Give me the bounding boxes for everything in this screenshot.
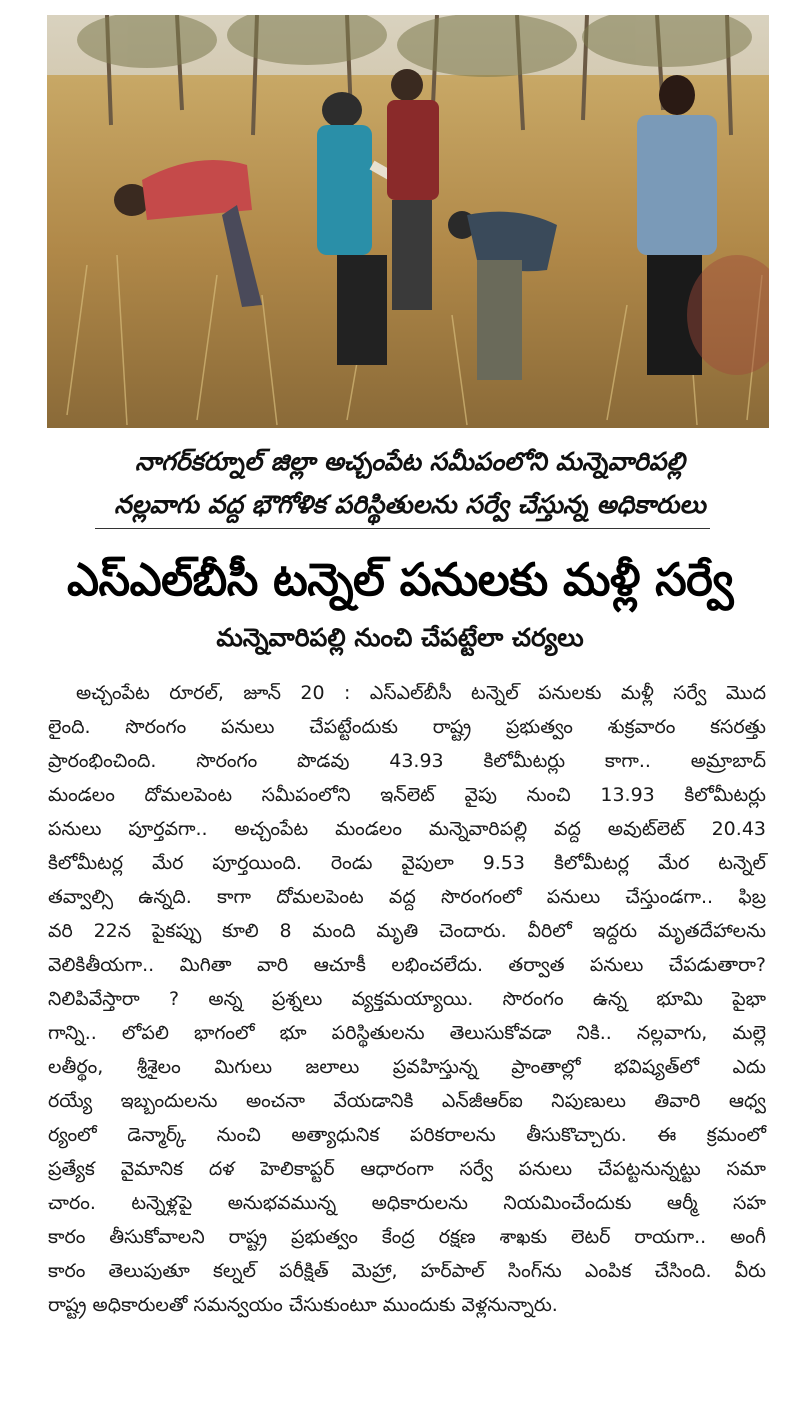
- subheadline: మన్నెవారిపల్లి నుంచి చేపట్టేలా చర్యలు: [216, 623, 584, 652]
- body-line: గాన్ని.. లోపలి భాగంలో భూ పరిస్థితులను తెలుసుకోవడా నికి.. నల్లవాగు, మల్లె: [48, 1022, 766, 1044]
- body-line: కారం తెలుపుతూ కల్నల్ పరీక్షిత్ మెహ్రా, హర్‌పాల్ సింగ్‌ను ఎంపిక చేసింది. వీరు: [48, 1260, 766, 1282]
- body-line: కిలోమీటర్ల మేర పూర్తయింది. రెండు వైపులా 9.53 కిలోమీటర్ల మేర టన్నెల్: [48, 852, 766, 874]
- body-line: చారం. టన్నెళ్లపై అనుభవమున్న అధికారులను నియమించేందుకు ఆర్మీ సహ: [48, 1192, 766, 1214]
- body-line: రాష్ట్ర అధికారులతో సమన్వయం చేసుకుంటూ ముందుకు వెళ్లనున్నారు.: [48, 1294, 558, 1316]
- article-body: [48, 676, 766, 1322]
- body-line: నిలిపివేస్తారా ? అన్న ప్రశ్నలు వ్యక్తమయ్యాయి. సొరంగం ఉన్న భూమి పైభా: [48, 988, 766, 1010]
- body-line: మండలం దోమలపెంట సమీపంలోని ఇన్‌లెట్ వైపు నుంచి 13.93 కిలోమీటర్లు: [48, 784, 766, 806]
- body-line: రయ్యే ఇబ్బందులను అంచనా వేయడానికి ఎన్‌జీఆర్ఐ నిపుణులు తివారి ఆధ్వ: [48, 1090, 766, 1112]
- body-line: తవ్వాల్సి ఉన్నది. కాగా దోమలపెంట వద్ద సొరంగంలో పనులు చేస్తుండగా.. ఫిబ్ర: [48, 886, 766, 908]
- body-line: ర్యంలో డెన్మార్క్ నుంచి అత్యాధునిక పరికరాలను తీసుకొచ్చారు. ఈ క్రమంలో: [48, 1124, 766, 1146]
- caption-line-1: నాగర్‌కర్నూల్ జిల్లా అచ్చంపేట సమీపంలోని మన్నెవారిపల్లి: [135, 447, 685, 476]
- body-line: ప్రత్యేక వైమానిక దళ హెలికాప్టర్ ఆధారంగా సర్వే పనులు చేపట్టనున్నట్టు సమా: [48, 1158, 766, 1180]
- body-line: వెలికితీయగా.. మిగితా వారి ఆచూకీ లభించలేదు. తర్వాత పనులు చేపడుతారా?: [48, 954, 766, 976]
- caption-line-2: నల్లవాగు వద్ద భౌగోళిక పరిస్థితులను సర్వే చేస్తున్న అధికారులు: [114, 490, 706, 519]
- photo-image: [47, 15, 769, 428]
- caption-divider: [95, 528, 710, 529]
- body-line: కారం తీసుకోవాలని రాష్ట్ర ప్రభుత్వం కేంద్ర రక్షణ శాఖకు లెటర్ రాయగా.. అంగీ: [48, 1226, 766, 1248]
- body-line: లతీర్థం, శ్రీశైలం మిగులు జలాలు ప్రవహిస్తున్న ప్రాంతాల్లో భవిష్యత్‌లో ఎదు: [48, 1056, 766, 1078]
- body-line: పనులు పూర్తవగా.. అచ్చంపేట మండలం మన్నెవారిపల్లి వద్ద అవుట్‌లెట్ 20.43: [48, 818, 766, 840]
- photo-caption: [60, 440, 760, 526]
- news-photo: [47, 15, 769, 428]
- headline: ఎస్ఎల్‌బీసీ టన్నెల్ పనులకు మళ్లీ సర్వే: [67, 553, 733, 606]
- body-line: లైంది. సొరంగం పనులు చేపట్టేందుకు రాష్ట్ర ప్రభుత్వం శుక్రవారం కసరత్తు: [48, 716, 766, 738]
- body-line: ప్రారంభించింది. సొరంగం పొడవు 43.93 కిలోమీటర్లు కాగా.. అమ్రాబాద్: [48, 750, 766, 772]
- body-line: వరి 22న పైకప్పు కూలి 8 మంది మృతి చెందారు. వీరిలో ఇద్దరు మృతదేహాలను: [48, 920, 766, 942]
- body-line: అచ్చంపేట రూరల్, జూన్ 20 : ఎస్ఎల్‌బీసీ టన్నెల్ పనులకు మళ్లీ సర్వే మొద: [76, 682, 766, 704]
